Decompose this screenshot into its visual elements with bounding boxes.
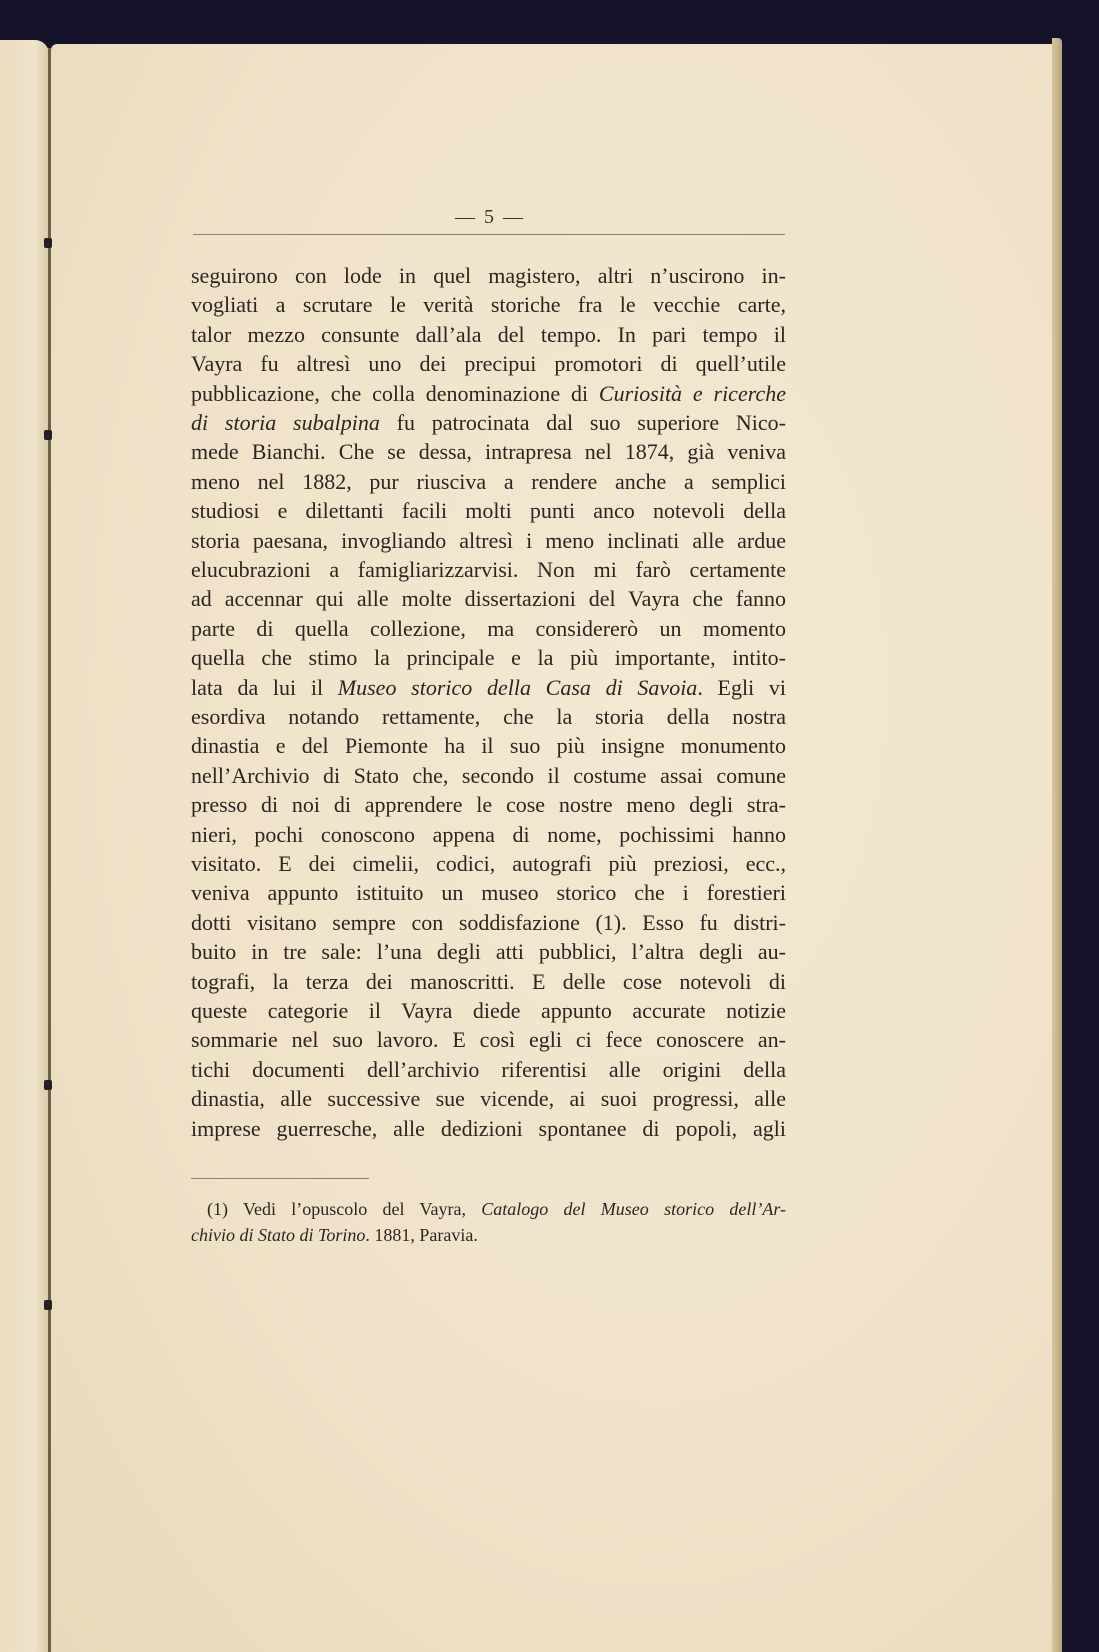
text-segment: (1) Vedi l’opuscolo del Vayra, (207, 1199, 482, 1219)
text-segment: presso di noi di apprendere le cose nostre meno degli stra- (191, 792, 786, 818)
text-segment: nieri, pochi conoscono appena di nome, pochissimi hanno (191, 821, 786, 847)
binding-thread-mark (44, 238, 52, 248)
text-segment: dotti visitano sempre con soddisfazione (1). Esso fu distri- (191, 909, 786, 935)
text-segment: lata da lui il (191, 674, 338, 700)
body-text-line (191, 467, 786, 497)
body-text-line (191, 1025, 786, 1055)
text-segment: . Egli vi (697, 674, 786, 700)
text-segment: . 1881, Paravia. (365, 1225, 478, 1245)
footnote-rule (191, 1178, 369, 1179)
binding-thread-mark (44, 1080, 52, 1090)
body-text-line (191, 496, 786, 526)
body-text-line (191, 1084, 786, 1114)
body-text-line (191, 673, 786, 703)
text-segment: sommarie nel suo lavoro. E così egli ci fece conoscere an- (191, 1027, 786, 1053)
body-text-line (191, 937, 786, 967)
previous-page-edge (0, 40, 49, 1652)
body-text-line (191, 379, 786, 409)
body-text-line (191, 614, 786, 644)
page-number: — 5 — (455, 206, 525, 228)
binding-thread-mark (44, 1300, 52, 1310)
body-text-line (191, 526, 786, 556)
text-segment: seguirono con lode in quel magistero, altri n’uscirono in- (191, 263, 786, 288)
text-segment: vogliati a scrutare le verità storiche fra le vecchie carte, (191, 292, 786, 318)
body-text-line (191, 790, 786, 820)
text-segment: quella che stimo la principale e la più importante, intito- (191, 645, 786, 671)
text-segment: studiosi e dilettanti facili molti punti anco notevoli della (191, 498, 786, 524)
page-stack-edge (1052, 38, 1062, 1652)
body-text-line (191, 996, 786, 1026)
header-rule (193, 234, 785, 235)
text-segment: ad accennar qui alle molte dissertazioni del Vayra che fanno (191, 586, 786, 612)
book-gutter (48, 48, 51, 1652)
body-text-line (191, 761, 786, 791)
text-segment: visitato. E dei cimelii, codici, autografi più preziosi, ecc., (191, 851, 786, 876)
footnote-line (191, 1223, 478, 1247)
text-segment: veniva appunto istituito un museo storico che i forestieri (191, 880, 786, 906)
body-text-line (191, 349, 786, 379)
text-segment: parte di quella collezione, ma considererò un momento (191, 615, 786, 641)
footnote-line (207, 1197, 786, 1221)
body-text-line (191, 820, 786, 850)
body-text-line (191, 878, 786, 908)
italic-title-text: chivio di Stato di Torino (191, 1225, 366, 1245)
body-text-line (191, 731, 786, 761)
text-segment: talor mezzo consunte dall’ala del tempo. In pari tempo il (191, 321, 786, 347)
body-text-line (191, 320, 786, 350)
italic-title-text: Curiosità e ricerche (598, 380, 786, 406)
text-segment: storia paesana, invogliando altresì i meno inclinati alle ardue (191, 527, 786, 553)
text-segment: esordiva notando rettamente, che la storia della nostra (191, 704, 786, 729)
body-text-line (191, 908, 786, 938)
text-segment: buito in tre sale: l’una degli atti pubblici, l’altra degli au- (191, 939, 786, 965)
body-text-line (191, 1114, 786, 1144)
body-text-line (191, 1055, 786, 1085)
italic-title-text: di storia subalpina (191, 410, 380, 435)
body-text-line (191, 408, 786, 438)
text-segment: dinastia, alle successive sue vicende, ai suoi progressi, alle (191, 1086, 786, 1112)
text-segment: tografi, la terza dei manoscritti. E delle cose notevoli di (191, 968, 786, 994)
italic-title-text: Museo storico della Casa di Savoia (337, 674, 698, 700)
body-text-line (191, 643, 786, 673)
body-text-line (191, 584, 786, 614)
body-text-line (191, 702, 786, 732)
text-segment: queste categorie il Vayra diede appunto accurate notizie (191, 998, 786, 1023)
italic-title-text: Catalogo del Museo storico dell’Ar- (481, 1199, 786, 1219)
text-segment: mede Bianchi. Che se dessa, intrapresa nel 1874, già veniva (191, 439, 786, 465)
text-segment: fu patrocinata dal suo superiore Nico- (379, 410, 786, 435)
body-text-line (191, 555, 786, 585)
text-segment: Vayra fu altresì uno dei precipui promotori di quell’utile (191, 351, 786, 377)
body-text-line (191, 261, 786, 291)
text-segment: tichi documenti dell’archivio riferentisi alle origini della (191, 1056, 786, 1082)
body-text-line (191, 967, 786, 997)
text-segment: meno nel 1882, pur riusciva a rendere anche a semplici (191, 468, 786, 494)
body-text-line (191, 849, 786, 879)
body-text-line (191, 290, 786, 320)
text-segment: nell’Archivio di Stato che, secondo il costume assai comune (191, 762, 786, 788)
text-segment: elucubrazioni a famigliarizzarvisi. Non mi farò certamente (191, 557, 786, 582)
binding-thread-mark (44, 430, 52, 440)
body-text-line (191, 437, 786, 467)
text-segment: dinastia e del Piemonte ha il suo più insigne monumento (191, 733, 786, 759)
text-segment: imprese guerresche, alle dedizioni spontanee di popoli, agli (191, 1115, 786, 1141)
text-segment: pubblicazione, che colla denominazione di (191, 380, 599, 406)
